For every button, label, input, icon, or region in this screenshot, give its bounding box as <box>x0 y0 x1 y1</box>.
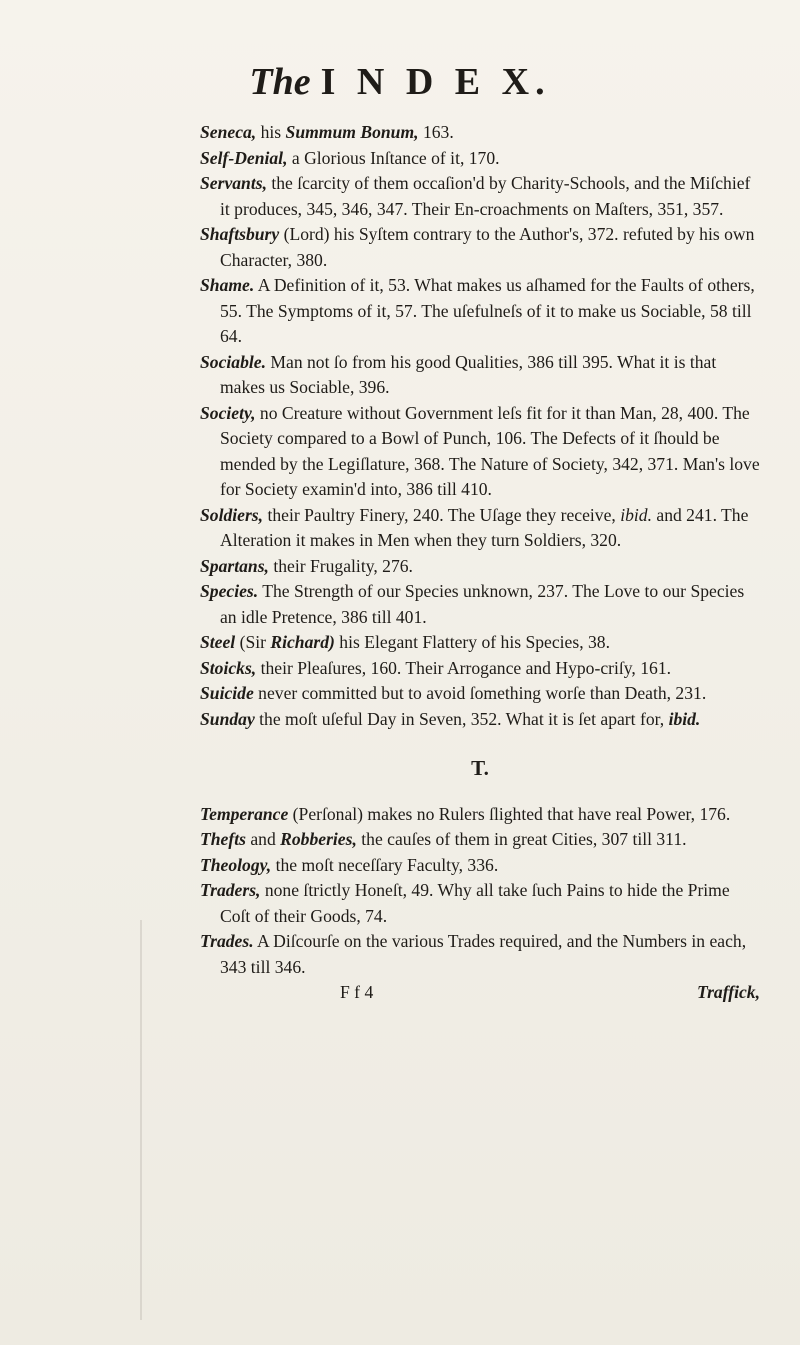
index-entry: Trades. A Diſcourſe on the various Trades required, and the Numbers in each, 343 till 346. <box>200 931 747 977</box>
index-entry: Stoicks, their Pleaſures, 160. Their Arrogance and Hypo-criſy, 161. <box>200 657 672 678</box>
page-header <box>0 60 800 104</box>
index-entry: Soldiers, their Paultry Finery, 240. The Uſage they receive, ibid. and 241. The Alteration it makes in Men when they turn Soldiers, 320. <box>200 504 749 550</box>
index-list-s <box>200 120 760 732</box>
index-content <box>200 120 760 1006</box>
index-entry: Thefts and Robberies, the cauſes of them in great Cities, 307 till 311. <box>200 829 687 849</box>
signature-mark: F f 4 <box>340 982 374 1002</box>
index-entry: Traders, none ſtrictly Honeſt, 49. Why all take ſuch Pains to hide the Prime Coſt of their Goods, 74. <box>200 880 730 926</box>
page-footer <box>200 980 760 1006</box>
index-entry: Shame. A Definition of it, 53. What makes us aſhamed for the Faults of others, 55. The Symptoms of it, 57. The uſefulneſs of it to make us Sociable, 58 till 64. <box>200 275 755 346</box>
index-entry: Society, no Creature without Government leſs fit for it than Man, 28, 400. The Society compared to a Bowl of Punch, 106. The Defects of it ſhould be mended by the Legiſlature, 368. The Nature of Society, 342, 371. Man's love for Society examin'd into, 386 till 410. <box>200 402 760 499</box>
index-entry: Steel (Sir Richard) his Elegant Flattery of his Species, 38. <box>200 632 611 652</box>
index-entry: Shaftsbury (Lord) his Syſtem contrary to the Author's, 372. refuted by his own Character, 380. <box>200 224 755 270</box>
index-entry: Servants, the ſcarcity of them occaſion'd by Charity-Schools, and the Miſchief it produces, 345, 346, 347. Their En-croachments on Maſters, 351, 357. <box>200 173 751 219</box>
index-entry: Self-Denial, a Glorious Inſtance of it, 170. <box>200 147 500 168</box>
binding-shadow <box>140 920 142 1320</box>
index-list-t <box>200 802 760 981</box>
index-entry: Spartans, their Frugality, 276. <box>200 555 413 576</box>
section-heading-t: T. <box>471 756 489 780</box>
index-entry: Seneca, his Summum Bonum, 163. <box>200 122 454 142</box>
index-entry: Species. The Strength of our Species unknown, 237. The Love to our Species an idle Pretence, 386 till 401. <box>200 581 745 627</box>
catchword: Traffick, <box>696 982 760 1002</box>
index-entry: Suicide never committed but to avoid ſomething worſe than Death, 231. <box>200 683 707 703</box>
index-entry: Sociable. Man not ſo from his good Qualities, 386 till 395. What it is that makes us Sociable, 396. <box>200 351 717 397</box>
header-the: The <box>249 61 311 103</box>
index-entry: Temperance (Perſonal) makes no Rulers ſlighted that have real Power, 176. <box>200 803 731 824</box>
index-entry: Sunday the moſt uſeful Day in Seven, 352. What it is ſet apart for, ibid. <box>200 708 701 729</box>
index-entry: Theology, the moſt neceſſary Faculty, 336. <box>200 854 499 875</box>
header-title: I N D E X. <box>320 61 551 103</box>
